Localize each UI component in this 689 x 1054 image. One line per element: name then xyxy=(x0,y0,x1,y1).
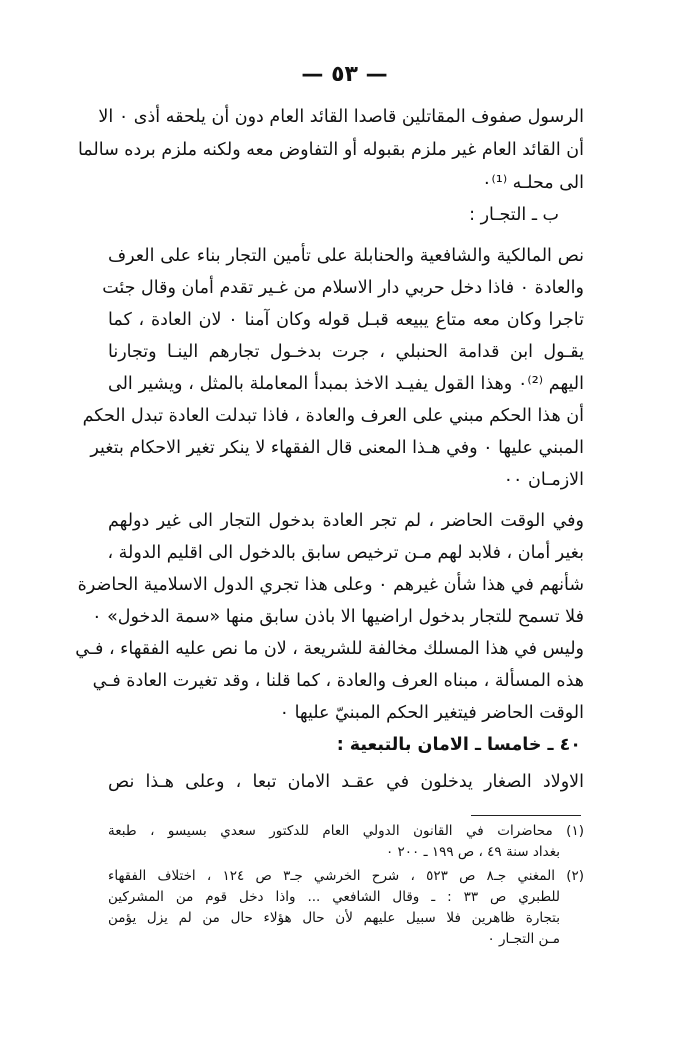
text-line: تاجرا وكان معه متاع يبيعه قبـل قوله وكان آمنا ٠ لان العادة ، كما xyxy=(108,310,584,330)
text-line: والعادة ٠ فاذا دخل حربي دار الاسلام من غـير تقدم أمان وقال جئت xyxy=(102,278,584,298)
text-line: الى محلـه ⁽¹⁾٠ xyxy=(482,173,584,193)
footnote-line: بتجارة ظاهرين فلا سبيل عليهم لأن حال هؤلاء حال من لم يزل يؤمن xyxy=(108,910,560,926)
text-line: بغير أمان ، فلابد لهم مـن ترخيص سابق بالدخول الى اقليم الدولة ، xyxy=(107,543,584,563)
text-line: الوقت الحاضر فيتغير الحكم المبنيّ عليها ٠ xyxy=(279,703,584,723)
footnote-line: (١) محاضرات في القانون الدولي العام للدكتور سعدي بسيسو ، طبعة xyxy=(108,823,584,839)
footnote-line: بغداد سنة ٤٩ ، ص ١٩٩ ـ ٢٠٠ ٠ xyxy=(385,844,560,860)
section-heading-40: ٤٠ ـ خامسا ـ الامان بالتبعية : xyxy=(336,735,581,755)
text-line: يقـول ابن قدامة الحنبلي ، جرت بدخـول تجارهم الينـا وتجارنا xyxy=(108,342,584,362)
text-line: وليس في هذا المسلك مخالفة للشريعة ، لان ما نص عليه الفقهاء ، فـي xyxy=(75,639,584,659)
footnote-line: (٢) المغني جـ٨ ص ٥٢٣ ، شرح الخرشي جـ٣ ص ١٢٤ ، اختلاف الفقهاء xyxy=(108,868,585,884)
text-line: أن القائد العام غير ملزم بقبوله أو التفاوض معه ولكنه ملزم برده سالما xyxy=(77,140,584,160)
page-number: — ٥٣ — xyxy=(301,62,388,87)
text-line: شأنهم في هذا شأن غيرهم ٠ وعلى هذا تجري الدول الاسلامية الحاضرة xyxy=(77,575,584,595)
text-line: الازمـان ٠٠ xyxy=(503,470,584,490)
text-line: اليهم ⁽²⁾٠ وهذا القول يفيـد الاخذ بمبدأ المعاملة بالمثل ، ويشير الى xyxy=(108,374,584,394)
text-line: فلا تسمح للتجار بدخول اراضيها الا باذن سابق منها «سمة الدخول» ٠ xyxy=(92,607,584,627)
text-line: نص المالكية والشافعية والحنابلة على تأمين التجار بناء على العرف xyxy=(108,246,584,266)
text-line: الرسول صفوف المقاتلين قاصدا القائد العام دون أن يلحقه أذى ٠ الا xyxy=(98,107,584,127)
footnote-divider xyxy=(471,815,581,816)
text-line: المبني عليها ٠ وفي هـذا المعنى قال الفقهاء لا ينكر تغير الاحكام بتغير xyxy=(90,438,584,458)
text-line: وفي الوقت الحاضر ، لم تجر العادة بدخول التجار الى غير دولهم xyxy=(108,511,584,531)
text-line: أن هذا الحكم مبني على العرف والعادة ، فاذا تبدلت العادة تبدل الحكم xyxy=(82,406,584,426)
text-line: الاولاد الصغار يدخلون في عقـد الامان تبعا ، وعلى هـذا نص xyxy=(108,772,584,792)
section-heading-traders: ب ـ التجـار : xyxy=(469,205,559,225)
footnote-line: مـن التجـار ٠ xyxy=(487,931,560,947)
text-line: هذه المسألة ، مبناه العرف والعادة ، كما قلنا ، وقد تغيرت العادة فـي xyxy=(92,671,584,691)
footnote-line: للطبري ص ٣٣ : ـ وقال الشافعي ... واذا دخل قوم من المشركين xyxy=(108,889,560,905)
